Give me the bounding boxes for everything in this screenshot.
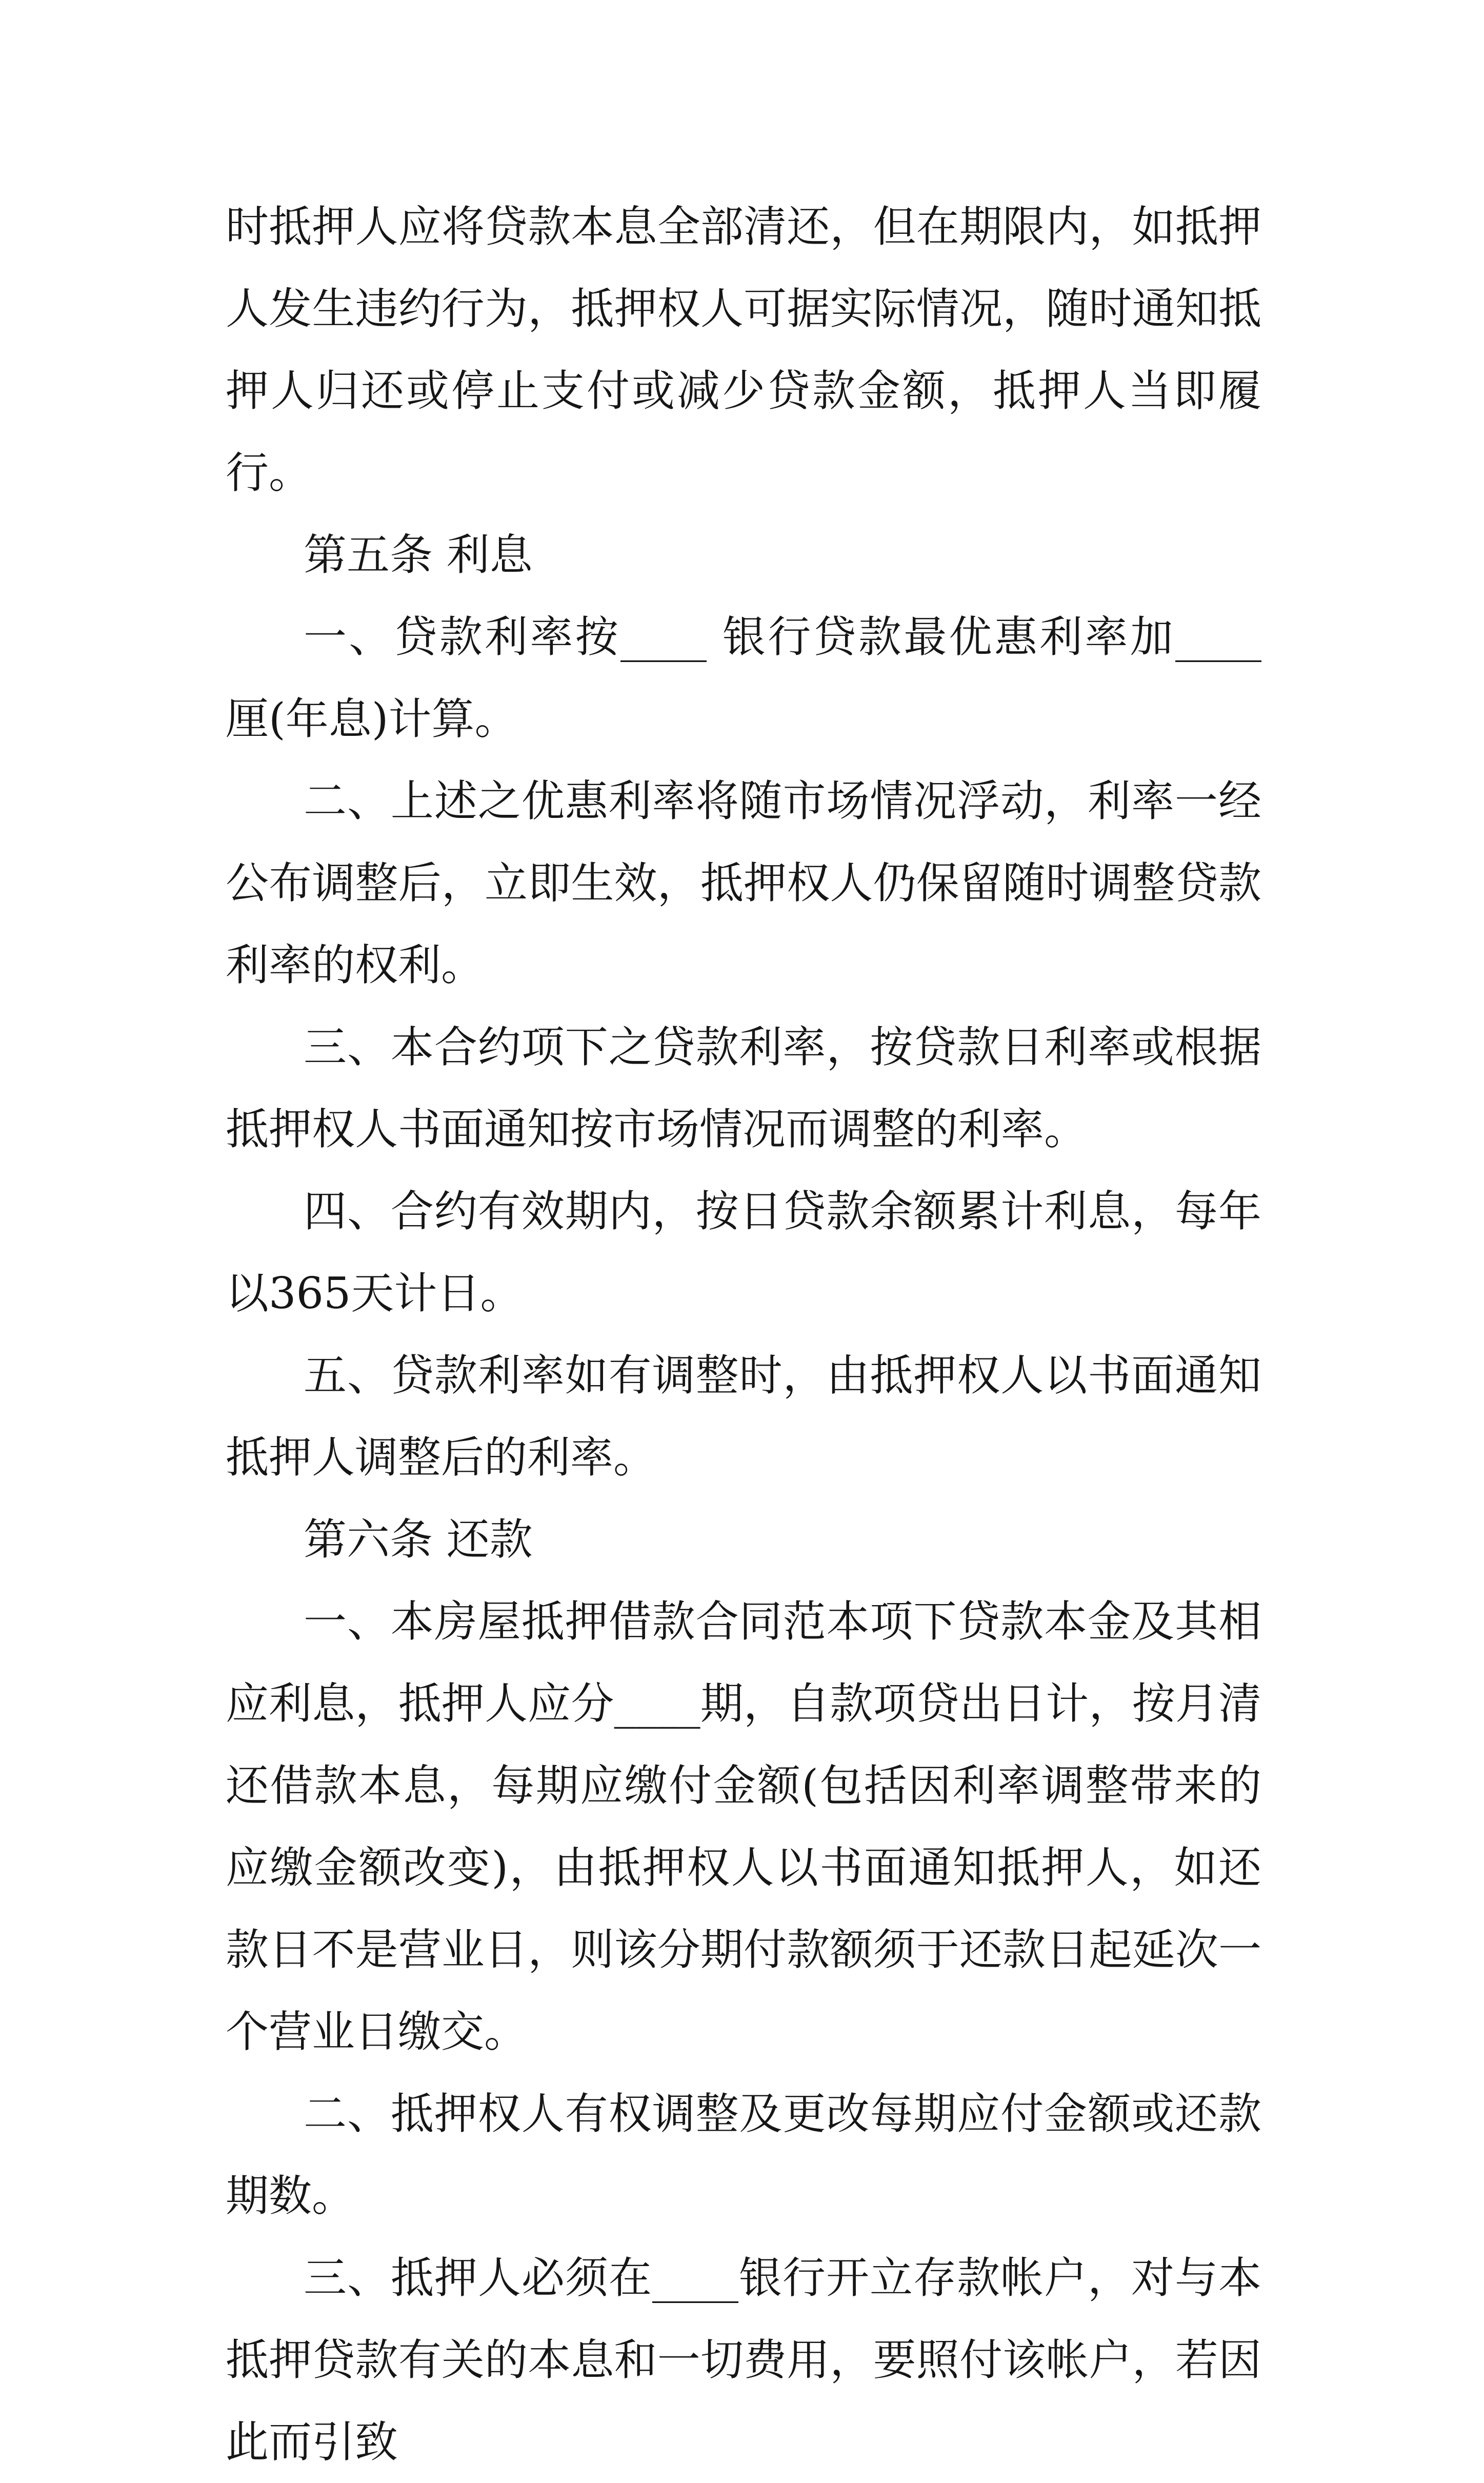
paragraph-continuation: 时抵押人应将贷款本息全部清还，但在期限内，如抵押人发生违约行为，抵押权人可据实际情况，随时通知抵押人归还或停止支付或减少贷款金额，抵押人当即履行。 (226, 202, 1261, 498)
paragraph-repayment-1: 一、本房屋抵押借款合同范本项下贷款本金及其相应利息，抵押人应分____期，自款项贷出日计，按月清还借款本息，每期应缴付金额(包括因利率调整带来的应缴金额改变)，由抵押权人以书面通知抵押人，如还款日不是营业日，则该分期付款额须于还款日起延次一个营业日缴交。 (226, 1596, 1261, 2057)
paragraph-interest-5: 五、贷款利率如有调整时，由抵押权人以书面通知抵押人调整后的利率。 (226, 1350, 1261, 1483)
section-heading-interest: 第五条 利息 (304, 530, 533, 580)
paragraph-interest-1: 一、贷款利率按____ 银行贷款最优惠利率加____厘(年息)计算。 (226, 612, 1261, 744)
paragraph-repayment-3: 三、抵押人必须在____银行开立存款帐户，对与本抵押贷款有关的本息和一切费用，要照付该帐户，若因此而引致 (226, 2253, 1261, 2467)
document-body (226, 186, 1261, 2483)
paragraph-repayment-2: 二、抵押权人有权调整及更改每期应付金额或还款期数。 (226, 2089, 1261, 2221)
paragraph-interest-4: 四、合约有效期内，按日贷款余额累计利息，每年以365天计日。 (226, 1186, 1261, 1318)
paragraph-interest-2: 二、上述之优惠利率将随市场情况浮动，利率一经公布调整后，立即生效，抵押权人仍保留随时调整贷款利率的权利。 (226, 776, 1261, 990)
paragraph-interest-3: 三、本合约项下之贷款利率，按贷款日利率或根据抵押权人书面通知按市场情况而调整的利率。 (226, 1022, 1261, 1154)
section-heading-repayment: 第六条 还款 (304, 1514, 533, 1565)
